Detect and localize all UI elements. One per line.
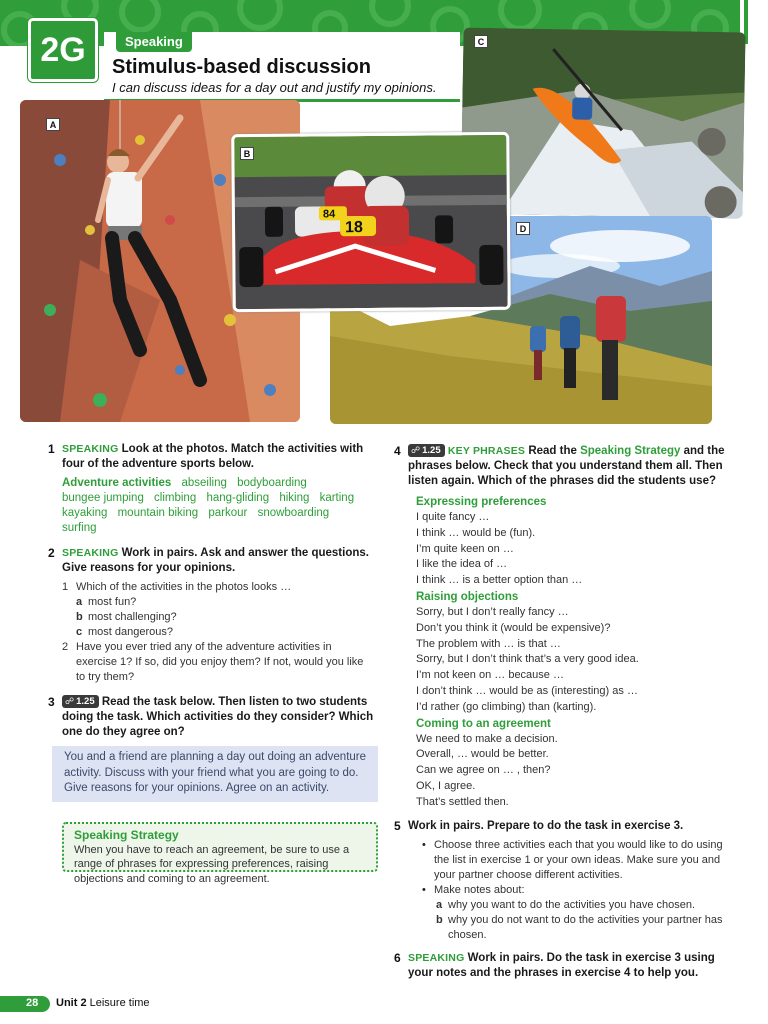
exercise-3	[48, 695, 374, 802]
speaking-strategy-box	[62, 822, 378, 885]
activity-word: bodyboarding	[237, 477, 307, 489]
photo-b-label: B	[240, 147, 254, 160]
key-phrases-tag: KEY PHRASES	[447, 445, 526, 457]
phrase-item: Don’t you think it (would be expensive)?	[416, 621, 611, 634]
exercise-number: 4	[394, 444, 401, 458]
task-box: You and a friend are planning a day out doing an adventure activity. Discuss with your friend what you are going to do. Give reasons for your opinions. Agree on an activity.	[52, 746, 378, 802]
question-option: c most dangerous?	[76, 626, 173, 638]
page-number: 28	[26, 997, 39, 1009]
exercise-number: 5	[394, 818, 401, 833]
activity-word: bungee jumping	[62, 492, 144, 504]
activity-word: climbing	[154, 492, 197, 504]
phrase-item: OK, I agree.	[416, 779, 476, 792]
phrase-item: The problem with … is that …	[416, 637, 561, 650]
question-list	[62, 580, 374, 685]
phrase-item: I’m not keen on … because …	[416, 669, 564, 682]
activity-word: kayaking	[62, 507, 108, 519]
activity-word: mountain biking	[117, 507, 199, 519]
unit-title: Leisure time	[89, 997, 150, 1009]
audio-track-badge[interactable]: ☍ 1.25	[62, 695, 99, 708]
audio-track-badge[interactable]: ☍ 1.25	[408, 444, 445, 457]
bullet-subitem: b why you do not want to do the activities your partner has chosen.	[436, 913, 723, 941]
question-option: a most fun?	[76, 596, 137, 608]
speaking-tag: SPEAKING	[62, 443, 119, 455]
bullet-item: • Make notes about:	[408, 883, 730, 898]
phrase-item: We need to make a decision.	[416, 732, 558, 745]
question-option: b most challenging?	[76, 611, 177, 623]
phrase-item: That’s settled then.	[416, 795, 509, 808]
activity-word: abseiling	[181, 477, 227, 489]
exercise-number: 2	[48, 546, 55, 560]
footer-unit	[56, 997, 150, 1009]
phrase-group-heading: Raising objections	[416, 590, 519, 603]
headphones-icon: ☍	[411, 445, 421, 455]
exercise-number: 3	[48, 695, 55, 709]
speaking-strategy-link: Speaking Strategy	[580, 445, 681, 457]
exercise-instruction: Read the task below. Then listen to two students doing the task. Which activities do they consider? Which one do they agree on?	[62, 696, 374, 738]
activity-word: hang-gliding	[206, 492, 270, 504]
exercise-1	[48, 442, 374, 536]
speaking-tag: SPEAKING	[408, 951, 465, 964]
speaking-tag: SPEAKING	[62, 547, 119, 559]
exercise-instruction: Look at the photos. Match the activities with four of the adventure sports below.	[62, 443, 364, 470]
activity-word: parkour	[208, 507, 248, 519]
phrase-item: I’m quite keen on …	[416, 542, 514, 555]
exercise-5	[394, 819, 730, 943]
left-column	[48, 442, 374, 810]
exercise-4	[394, 444, 730, 811]
bullet-item: • Choose three activities each that you would like to do using the list in exercise 1 or your own ideas. Make sure you and your partner choose different activities.	[408, 838, 730, 883]
exercise-2	[48, 546, 374, 685]
question-item: 2 Have you ever tried any of the adventure activities in exercise 1? If so, did you enjoy them? If not, would you like to try them?	[62, 641, 364, 683]
question-item: 1 Which of the activities in the photos looks …	[62, 581, 292, 593]
exercise-number: 6	[394, 950, 401, 965]
photo-d-label: D	[516, 222, 530, 235]
unit-number: Unit 2	[56, 997, 87, 1009]
photo-a-label: A	[46, 118, 60, 131]
phrase-item: Sorry, but I don’t think that’s a very good idea.	[416, 653, 639, 666]
phrase-item: I’d rather (go climbing) than (karting).	[416, 700, 597, 713]
page-subtitle: I can discuss ideas for a day out and justify my opinions.	[112, 80, 437, 95]
photo-c-label: C	[474, 35, 488, 48]
phrase-group-heading: Coming to an agreement	[416, 717, 551, 730]
word-list-heading: Adventure activities	[62, 477, 172, 489]
phrase-item: Sorry, but I don’t really fancy …	[416, 605, 569, 618]
exercise-instruction: Work in pairs. Ask and answer the questions. Give reasons for your opinions.	[62, 547, 369, 574]
activity-word: hiking	[279, 492, 310, 504]
key-phrases-list	[408, 494, 730, 811]
phrase-item: Overall, … would be better.	[416, 748, 549, 761]
phrase-item: I don’t think … would be as (interesting) as …	[416, 684, 638, 697]
exercise-6	[394, 951, 730, 981]
section-tab: Speaking	[116, 32, 192, 52]
activity-word: surfing	[62, 522, 97, 534]
phrase-item: I like the idea of …	[416, 558, 508, 571]
exercise-instruction: Read the Speaking Strategy and the phrases below. Check that you understand them all. Then listen again. Which of the phrases did the students use?	[408, 445, 725, 487]
phrase-group-heading: Expressing preferences	[416, 496, 547, 508]
strategy-title: Speaking Strategy	[74, 828, 179, 842]
lesson-code-badge: 2G	[28, 18, 98, 82]
phrase-item: I think … is a better option than …	[416, 574, 583, 587]
exercise-5-bullets	[408, 838, 730, 943]
exercise-instruction: Work in pairs. Prepare to do the task in exercise 3.	[408, 819, 684, 832]
right-column	[394, 444, 730, 989]
exercise-number: 1	[48, 442, 55, 456]
photo-b-karting	[231, 132, 511, 312]
bullet-subitem: a why you want to do the activities you have chosen.	[436, 898, 696, 911]
phrase-item: I quite fancy …	[416, 511, 490, 523]
activity-word: karting	[319, 492, 355, 504]
strategy-text: When you have to reach an agreement, be sure to use a range of phrases for expressing preferences, raising objections and coming to an agreement.	[74, 843, 350, 885]
headphones-icon: ☍	[65, 696, 75, 706]
activity-word: snowboarding	[257, 507, 330, 519]
activity-word-list	[62, 476, 374, 536]
exercise-instruction: Work in pairs. Do the task in exercise 3 using your notes and the phrases in exercise 4 to help you.	[408, 951, 715, 979]
phrase-item: Can we agree on … , then?	[416, 764, 551, 777]
page-number-tab	[0, 996, 50, 1012]
kart2-number: 84	[322, 208, 336, 221]
phrase-item: I think … would be (fun).	[416, 526, 536, 539]
kart1-number: 18	[344, 219, 363, 237]
page-title: Stimulus-based discussion	[112, 56, 371, 78]
